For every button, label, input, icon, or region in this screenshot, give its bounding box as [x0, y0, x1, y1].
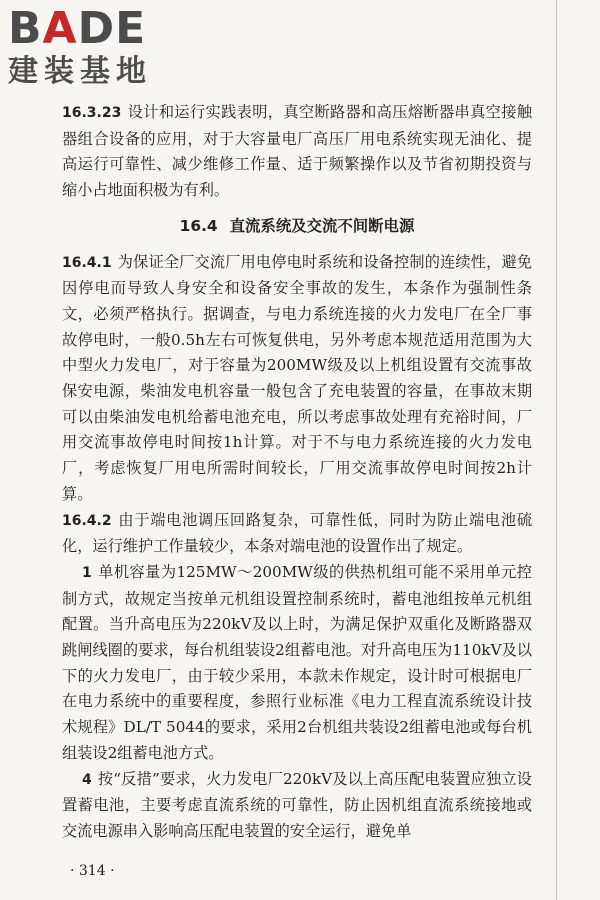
item-text: 单机容量为125MW～200MW级的供热机组可能不采用单元控制方式，故规定当按单元机组设置控制系统时，蓄电池组按单元机组配置。当升高电压为220kV及以上时，为满足保护双重化及断路器双跳闸线圈的要求，每台机组装设2组蓄电池。对升高电压为110kV及以下的火力发电厂，由于较少采用，本款未作规定，设计时可根据电厂在电力系统中的重要程度，参照行业标准《电力工程直流系统设计技术规程》DL/T 5044的要求，采用2台机组共装设2组蓄电池或每台机组装设2组蓄电池方式。 — [62, 562, 532, 762]
item-text: 按“反措”要求，火力发电厂220kV及以上高压配电装置应独立设置蓄电池，主要考虑直流系统的可靠性，防止因机组直流系统接地或交流电源串入影响高压配电装置的安全运行，避免单 — [62, 769, 532, 840]
item-1 — [62, 560, 532, 767]
clause-number: 16.4.2 — [62, 512, 112, 529]
clause-text: 设计和运行实践表明，真空断路器和高压熔断器串真空接触器组合设备的应用，对于大容量电厂高压厂用电系统实现无油化、提高运行可靠性、减少维修工作量、适于频繁操作以及节省初期投资与缩小占地面积极为有利。 — [62, 103, 532, 200]
clause-number: 16.4.1 — [62, 254, 112, 271]
section-number: 16.4 — [179, 216, 218, 235]
clause-16-3-23 — [62, 100, 532, 204]
clause-number: 16.3.23 — [62, 105, 122, 121]
item-number: 1 — [82, 564, 92, 581]
brand-logo — [8, 3, 178, 90]
page-number: · 314 · — [70, 863, 115, 879]
logo-subtitle: 建装基地 — [8, 54, 152, 89]
clause-16-4-1 — [62, 250, 532, 508]
logo-wordmark: BADE — [8, 3, 147, 54]
scan-edge-line — [556, 0, 557, 900]
clause-16-4-2 — [62, 508, 532, 560]
clause-text: 为保证全厂交流厂用电停电时系统和设备控制的连续性，避免因停电而导致人身安全和设备安全事故的发生，本条作为强制性条文，必须严格执行。据调查，与电力系统连接的火力发电厂在全厂事故停电时，一般0.5h左右可恢复供电，另外考虑本规范适用范围为大中型火力发电厂，对于容量为200MW级及以上机组设置有交流事故保安电源，柴油发电机容量一般包含了充电装置的容量，在事故末期可以由柴油发电机给蓄电池充电，所以考虑事故处理有充裕时间，厂用交流事故停电时间按1h计算。对于不与电力系统连接的火力发电厂，考虑恢复厂用电所需时间较长，厂用交流事故停电时间按2h计算。 — [62, 252, 532, 503]
section-title: 直流系统及交流不间断电源 — [229, 216, 415, 235]
document-body — [62, 100, 532, 845]
item-4 — [62, 767, 532, 845]
item-number: 4 — [82, 771, 92, 788]
section-heading — [62, 214, 532, 240]
clause-text: 由于端电池调压回路复杂，可靠性低，同时为防止端电池硫化，运行维护工作量较少，本条对端电池的设置作出了规定。 — [62, 510, 532, 556]
